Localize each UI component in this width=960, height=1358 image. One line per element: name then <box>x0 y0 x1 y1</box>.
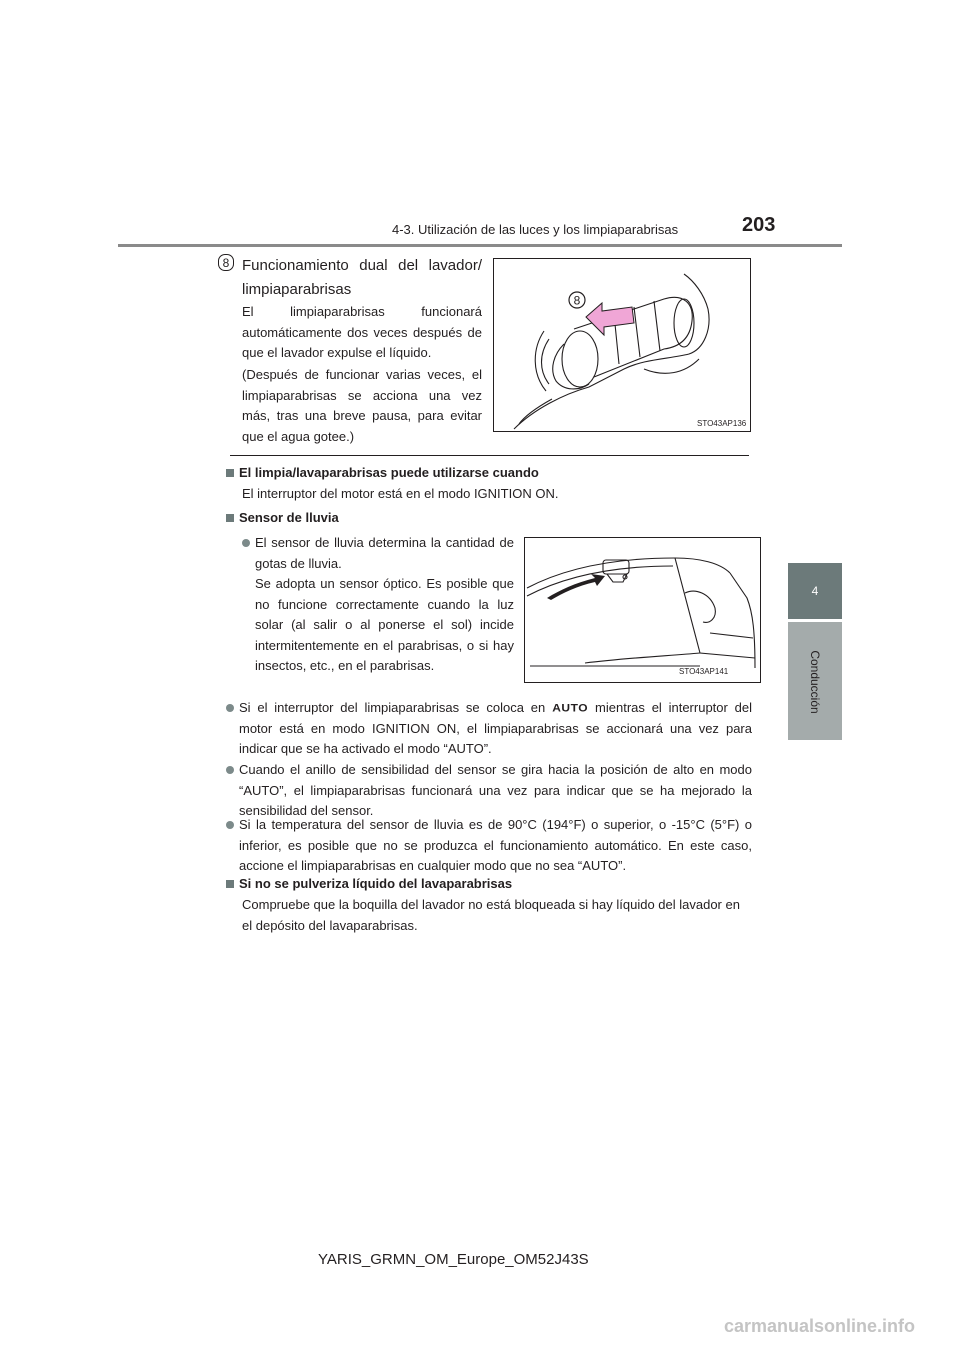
figure-code: STO43AP136 <box>697 419 747 428</box>
rain-sensor-figure <box>524 537 761 683</box>
item-title-line1: Funcionamiento dual del lavador/ <box>242 257 482 274</box>
auto-mode-icon: AUTO <box>552 701 589 715</box>
watermark: carmanualsonline.info <box>724 1316 916 1336</box>
pink-arrow-icon <box>586 303 634 335</box>
square-bullet-icon <box>226 880 234 888</box>
figure-code: STO43AP141 <box>679 667 729 676</box>
bullet-dot-icon <box>226 766 234 774</box>
chapter-tab: 4 <box>788 563 842 619</box>
item-paragraph-2: (Después de funcionar varias veces, el limpiaparabrisas se acciona una vez más, tras una breve pausa, para evitar que el agua gotee.) <box>242 367 482 444</box>
bullet-dot-icon <box>226 821 234 829</box>
pointer-arrow-icon <box>547 574 605 600</box>
document-code-footer: YARIS_GRMN_OM_Europe_OM52J43S <box>318 1251 589 1268</box>
chapter-label: Conducción <box>808 650 822 714</box>
item-paragraph-1: El limpiaparabrisas funcionará automáticamente dos veces después de que el lavador expulse el líquido. <box>242 304 482 360</box>
item-number-badge: 8 <box>218 254 234 271</box>
section-text-1: El interruptor del motor está en el modo IGNITION ON. <box>242 486 559 501</box>
page-number: 203 <box>742 214 776 236</box>
bullet-dot-icon <box>226 704 234 712</box>
section-heading-2: Sensor de lluvia <box>226 510 339 525</box>
bullet-dot-icon <box>242 539 250 547</box>
section-text-3: Compruebe que la boquilla del lavador no está bloqueada si hay líquido del lavador en el depósito del lavaparabrisas. <box>242 897 740 933</box>
section-heading-1: El limpia/lavaparabrisas puede utilizarse cuando <box>226 465 539 480</box>
header-rule <box>118 244 842 247</box>
section-title: 4-3. Utilización de las luces y los limpiaparabrisas <box>392 222 679 237</box>
square-bullet-icon <box>226 469 234 477</box>
section-rule <box>230 455 749 456</box>
section-heading-3: Si no se pulveriza líquido del lavaparabrisas <box>226 876 512 891</box>
bullet-text-continued: Se adopta un sensor óptico. Es posible que no funcione correctamente cuando la luz solar (al salir o al ponerse el sol) incide intermitentemente en el parabrisas, o si hay insectos, etc., en el parabrisas. <box>255 576 514 673</box>
square-bullet-icon <box>226 514 234 522</box>
figure-callout: 8 <box>573 293 581 308</box>
item-title-line2: limpiaparabrisas <box>242 281 352 298</box>
wiper-stalk-figure <box>493 258 751 432</box>
rain-sensor-illustration <box>525 538 760 682</box>
wiper-stalk-illustration <box>494 259 750 431</box>
